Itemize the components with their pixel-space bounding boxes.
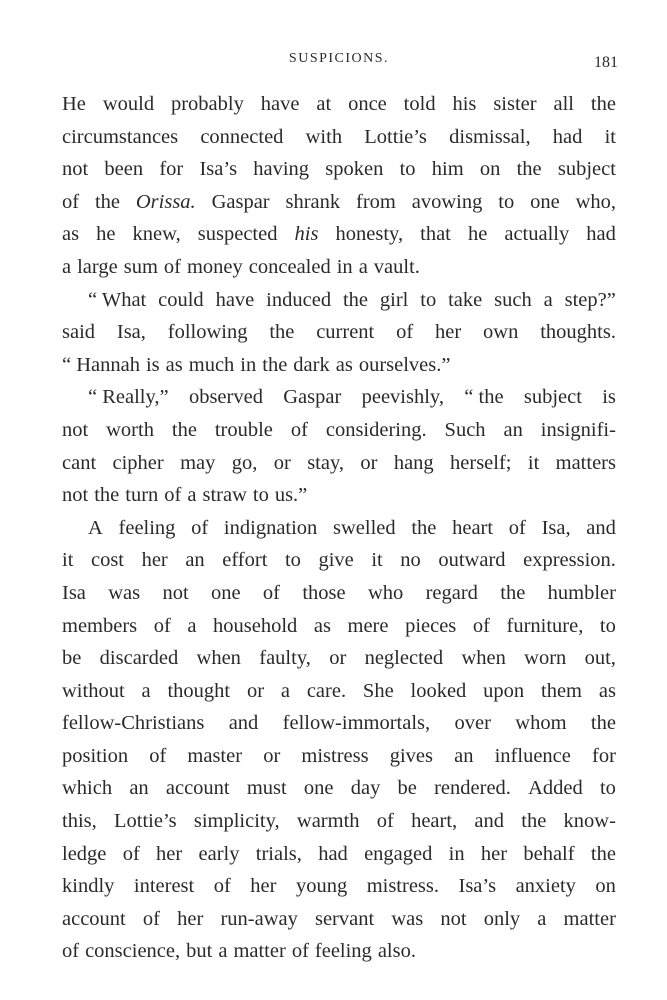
word: a [537,907,547,930]
word: induced [266,288,332,311]
word: Isa, [116,321,146,344]
word: to [599,614,616,637]
word: anxiety [515,875,576,898]
word: or [246,679,265,702]
word: the [411,516,437,539]
word: to [284,549,301,572]
word: fellow-Christians [62,712,205,735]
word: of [291,940,309,963]
text-line [62,707,616,740]
text-line [62,642,616,675]
word: it [604,125,616,148]
word: to [599,777,616,800]
word: without [62,679,125,702]
word: cost [90,549,124,572]
text-line [62,121,616,154]
word: who, [575,190,616,213]
word: of [396,321,414,344]
word: household [213,614,298,637]
word: pieces [405,614,457,637]
word: Isa [62,581,86,604]
word: humbler [547,581,616,604]
word: the [94,484,120,507]
word: mere [347,614,389,637]
word: as [335,353,353,376]
word: upon [483,679,525,702]
word: from [356,190,396,213]
word: discarded [99,647,179,670]
word: to [252,484,269,507]
word: observed [188,386,263,409]
text-line [62,153,616,186]
word: of [164,484,182,507]
word: them [541,679,582,702]
word: run-away [220,907,298,930]
word: a [280,679,290,702]
word: dismissal, [449,125,531,148]
text-line [62,447,616,480]
text-line [62,218,616,251]
word: the [521,810,547,833]
word: cant [62,451,97,474]
word: of [153,614,171,637]
word: faulty, [259,647,311,670]
text-line [62,772,616,805]
word: regard [425,581,478,604]
word: circumstances [62,125,179,148]
word: sister [493,93,537,115]
word: kindly [62,875,115,898]
text-line [62,88,616,121]
word: only [483,907,521,930]
text-line [62,675,616,708]
word: account [165,777,230,800]
word: feeling [118,516,176,539]
word: much [188,353,235,376]
word: money [186,255,243,278]
word: cipher [112,451,164,474]
word: “ What [88,288,147,311]
word: the [500,581,526,604]
word: connected [200,125,284,148]
word: it [371,549,383,572]
word: early [198,842,240,865]
word: the [516,158,542,181]
word: all [553,93,575,115]
word: subject [557,158,616,181]
word: a [543,288,553,311]
word: insignifi- [540,418,616,441]
word: for [592,744,616,767]
word: matter [233,940,286,963]
word: swelled [333,516,396,539]
word: to [498,190,515,213]
word: with [305,125,343,148]
word: of [149,744,167,767]
word: young [295,875,348,898]
word: heart [452,516,494,539]
word: out, [584,647,616,670]
word: probably [170,93,244,115]
word: not [62,484,89,507]
word: a [187,484,197,507]
word: her [480,842,508,865]
word: was [391,907,424,930]
word: been [104,158,144,181]
word: go, [231,451,258,474]
text-line [62,577,616,610]
word: of [163,255,181,278]
word: having [253,158,310,181]
word: as [165,353,183,376]
word: mistress. [366,875,440,898]
word: to [399,158,416,181]
word: would [102,93,155,115]
word: expression. [523,549,616,572]
word: as [313,614,331,637]
page-number: 181 [594,54,618,71]
word: a [218,940,228,963]
word: a [141,679,151,702]
word: the [342,288,369,311]
word: as [62,223,80,246]
word: and [228,712,259,735]
word: an [185,549,205,572]
word: have [260,93,300,115]
word: or [263,744,281,767]
word: Isa’s [199,158,238,181]
word: care. [306,679,347,702]
word: ourselves.” [358,353,451,376]
word: peevishly, [361,386,444,409]
word: whom [515,712,567,735]
word: mistress [301,744,369,767]
word: of [62,190,80,213]
word: such [494,288,532,311]
word: Gaspar [283,386,342,409]
word: one [530,190,560,213]
word: matter [563,907,616,930]
word: when [461,647,506,670]
word: of [213,875,231,898]
word: considering. [325,418,427,441]
word: current [316,321,375,344]
word: gives [389,744,433,767]
word: of [262,581,280,604]
word: own [483,321,519,344]
word: large [77,255,118,278]
word: She [362,679,394,702]
text-line [62,935,616,968]
word: turn [125,484,159,507]
word: of [376,810,394,833]
word: one [210,581,241,604]
word: also. [377,940,416,963]
word: actually [504,223,570,246]
word: subject [523,386,582,409]
text-line [62,349,616,382]
word: her [250,875,277,898]
word: heart, [411,810,458,833]
word: Orissa. [135,190,196,213]
word: influence [494,744,571,767]
page-header [60,48,618,72]
running-head: SUSPICIONS. [288,51,390,66]
word: of [508,516,526,539]
word: servant [314,907,375,930]
text-line [62,414,616,447]
word: his [294,223,319,246]
word: is [602,386,616,409]
word: her [141,549,168,572]
word: stay, [307,451,345,474]
word: neglected [364,647,444,670]
word: outward [438,549,506,572]
word: simplicity, [193,810,280,833]
word: interest [133,875,195,898]
word: knew, [132,223,181,246]
word: hang [393,451,434,474]
word: position [62,744,129,767]
word: straw [202,484,247,507]
word: in [448,842,465,865]
word: furniture, [506,614,584,637]
word: be [397,777,417,800]
word: once [348,93,387,115]
word: girl [379,288,409,311]
word: herself; [450,451,512,474]
word: feeling [314,940,372,963]
text-line [62,479,616,512]
word: or [360,451,378,474]
word: He [62,93,86,115]
word: could [158,288,204,311]
word: Isa’s [458,875,497,898]
word: know- [563,810,616,833]
word: account [62,907,126,930]
word: may [180,451,216,474]
text-line [62,740,616,773]
word: his [452,93,477,115]
word: Lottie’s [364,125,427,148]
word: step?” [564,288,616,311]
text-line [62,316,616,349]
word: no [400,549,421,572]
word: have [215,288,255,311]
word: Lottie’s [113,810,177,833]
word: the [269,321,295,344]
word: as [598,679,616,702]
word: fellow-immortals, [282,712,431,735]
word: when [196,647,241,670]
word: he [467,223,488,246]
word: spoken [325,158,384,181]
word: had [586,223,616,246]
text-line [62,838,616,871]
word: told [403,93,436,115]
word: not [62,418,89,441]
word: shrank [285,190,341,213]
word: take [448,288,483,311]
word: who [367,581,404,604]
word: to [420,288,437,311]
word: concealed [248,255,331,278]
word: the [262,353,288,376]
word: of [472,614,490,637]
word: Gaspar [211,190,270,213]
word: day [350,777,381,800]
word: Such [444,418,486,441]
word: trials, [255,842,302,865]
word: but [186,940,213,963]
word: us.” [274,484,308,507]
word: warmth [296,810,360,833]
word: him [431,158,464,181]
word: her [435,321,462,344]
word: dark [293,353,330,376]
word: an [129,777,149,800]
word: it [62,549,74,572]
word: which [62,777,113,800]
word: had [552,125,583,148]
word: one [303,777,334,800]
word: trouble [214,418,273,441]
word: vault. [373,255,420,278]
word: sum [123,255,158,278]
word: effort [222,549,268,572]
word: had [318,842,348,865]
word: at [316,93,332,115]
word: looked [410,679,467,702]
word: the [590,842,616,865]
word: this, [62,810,97,833]
word: or [273,451,291,474]
text-line [62,610,616,643]
word: is [145,353,160,376]
word: and [586,516,616,539]
word: be [62,647,82,670]
word: over [454,712,491,735]
word: of [142,907,160,930]
word: thought [167,679,231,702]
word: an [454,744,474,767]
word: Isa, [541,516,571,539]
word: avowing [411,190,483,213]
word: worn [524,647,567,670]
word: master [187,744,243,767]
word: behalf [523,842,575,865]
word: the [94,190,120,213]
word: said [62,321,96,344]
word: or [329,647,347,670]
word: following [167,321,248,344]
word: indignation [223,516,318,539]
word: conscience, [85,940,181,963]
word: and [474,810,505,833]
word: the [171,418,197,441]
word: give [318,549,354,572]
word: of [62,940,80,963]
word: “ Really,” [88,386,169,409]
word: worth [106,418,154,441]
word: that [420,223,451,246]
word: members [62,614,138,637]
text-line [62,805,616,838]
word: not [62,158,89,181]
word: not [162,581,189,604]
text-line [62,251,616,284]
word: on [595,875,616,898]
word: the [590,93,616,115]
word: the [590,712,616,735]
word: for [159,158,184,181]
text-line [62,512,616,545]
word: of [290,418,308,441]
word: a [187,614,197,637]
word: it [527,451,540,474]
body-text [62,88,616,968]
text-line [62,544,616,577]
text-line [62,284,616,317]
word: engaged [364,842,433,865]
word: her [177,907,204,930]
word: honesty, [335,223,404,246]
word: “ the [464,386,504,409]
word: ledge [62,842,107,865]
text-line [62,381,616,414]
word: thoughts. [540,321,616,344]
word: a [62,255,72,278]
word: was [108,581,141,604]
word: of [191,516,209,539]
word: Added [528,777,583,800]
text-line [62,186,616,219]
word: those [302,581,346,604]
word: must [246,777,287,800]
word: of [122,842,140,865]
word: not [440,907,467,930]
text-line [62,870,616,903]
word: in [240,353,257,376]
word: her [156,842,183,865]
word: suspected [197,223,278,246]
word: A [88,516,103,539]
word: a [358,255,368,278]
word: rendered. [434,777,511,800]
text-line [62,903,616,936]
word: he [96,223,116,246]
word: in [336,255,353,278]
word: on [479,158,501,181]
word: matters [555,451,616,474]
word: “ Hannah [62,353,140,376]
word: an [503,418,523,441]
